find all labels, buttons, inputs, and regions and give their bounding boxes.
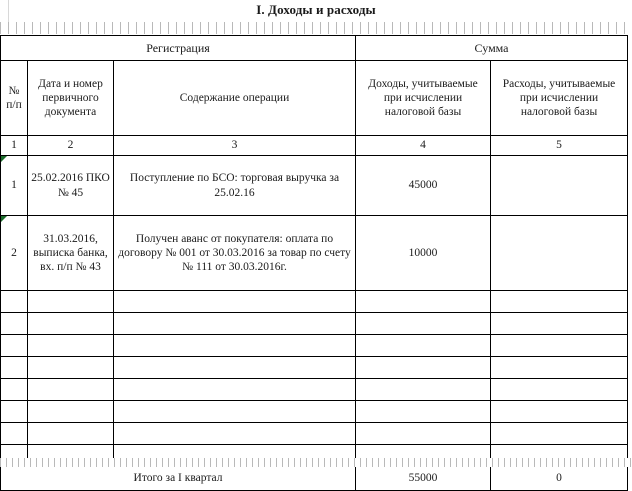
total-income: 55000 xyxy=(356,467,491,491)
empty-cell xyxy=(114,357,356,379)
empty-cell xyxy=(28,291,114,313)
empty-cell xyxy=(114,313,356,335)
row-document: 25.02.2016 ПКО № 45 xyxy=(28,156,114,216)
empty-cell xyxy=(1,357,28,379)
empty-row xyxy=(1,357,628,379)
row-expense xyxy=(491,156,628,216)
group-header-registration: Регистрация xyxy=(1,36,356,61)
empty-row xyxy=(1,291,628,313)
column-header-row xyxy=(1,61,628,136)
empty-cell xyxy=(114,401,356,423)
total-expense: 0 xyxy=(491,467,628,491)
empty-row xyxy=(1,379,628,401)
empty-cell xyxy=(356,423,491,445)
total-label: Итого за I квартал xyxy=(1,467,356,491)
empty-row xyxy=(1,401,628,423)
empty-cell xyxy=(1,379,28,401)
title-band xyxy=(0,0,632,22)
ruler-band-top xyxy=(0,22,632,35)
error-indicator-icon xyxy=(1,216,7,222)
group-header-row xyxy=(1,36,628,61)
group-header-amount: Сумма xyxy=(356,36,628,61)
row-document: 31.03.2016, выписка банка, вх. п/п № 43 xyxy=(28,216,114,291)
column-number-3: 3 xyxy=(114,136,356,156)
empty-cell xyxy=(491,357,628,379)
ruler-band-bottom xyxy=(0,458,632,467)
empty-cell xyxy=(356,401,491,423)
empty-cell xyxy=(114,335,356,357)
empty-cell xyxy=(28,379,114,401)
empty-cell xyxy=(356,335,491,357)
empty-cell xyxy=(356,313,491,335)
row-operation: Поступление по БСО: торговая выручка за 25.02.16 xyxy=(114,156,356,216)
empty-cell xyxy=(114,291,356,313)
empty-cell xyxy=(28,423,114,445)
column-number-2: 2 xyxy=(28,136,114,156)
empty-cell xyxy=(491,335,628,357)
empty-cell xyxy=(28,313,114,335)
empty-cell xyxy=(491,291,628,313)
empty-cell xyxy=(1,313,28,335)
empty-cell xyxy=(1,335,28,357)
column-header-expense: Расходы, учитываемые при исчислении налоговой базы xyxy=(491,61,628,136)
empty-cell xyxy=(1,401,28,423)
page-title: I. Доходы и расходы xyxy=(256,2,376,17)
empty-cell xyxy=(1,423,28,445)
column-number-5: 5 xyxy=(491,136,628,156)
row-number: 2 xyxy=(1,216,28,291)
empty-cell xyxy=(28,401,114,423)
total-row xyxy=(1,467,628,491)
column-header-income: Доходы, учитываемые при исчислении налоговой базы xyxy=(356,61,491,136)
column-header-document: Дата и номер первичного документа xyxy=(28,61,114,136)
column-header-operation: Содержание операции xyxy=(114,61,356,136)
income-expense-table xyxy=(0,35,628,491)
column-number-row xyxy=(1,136,628,156)
empty-cell xyxy=(28,335,114,357)
row-income: 45000 xyxy=(356,156,491,216)
empty-cell xyxy=(356,379,491,401)
empty-cell xyxy=(114,423,356,445)
empty-cell xyxy=(491,401,628,423)
table-row xyxy=(1,156,628,216)
row-number: 1 xyxy=(1,156,28,216)
row-income: 10000 xyxy=(356,216,491,291)
empty-cell xyxy=(1,291,28,313)
empty-cell xyxy=(356,357,491,379)
error-indicator-icon xyxy=(1,156,7,162)
empty-cell xyxy=(114,379,356,401)
row-expense xyxy=(491,216,628,291)
empty-row xyxy=(1,313,628,335)
empty-row xyxy=(1,335,628,357)
empty-cell xyxy=(491,423,628,445)
column-number-4: 4 xyxy=(356,136,491,156)
table-row xyxy=(1,216,628,291)
column-header-number: № п/п xyxy=(1,61,28,136)
row-operation: Получен аванс от покупателя: оплата по договору № 001 от 30.03.2016 за товар по счету № 111 от 30.03.2016г. xyxy=(114,216,356,291)
empty-cell xyxy=(491,379,628,401)
spreadsheet-area xyxy=(0,35,632,491)
empty-row xyxy=(1,423,628,445)
column-number-1: 1 xyxy=(1,136,28,156)
empty-cell xyxy=(356,291,491,313)
empty-cell xyxy=(491,313,628,335)
empty-cell xyxy=(28,357,114,379)
